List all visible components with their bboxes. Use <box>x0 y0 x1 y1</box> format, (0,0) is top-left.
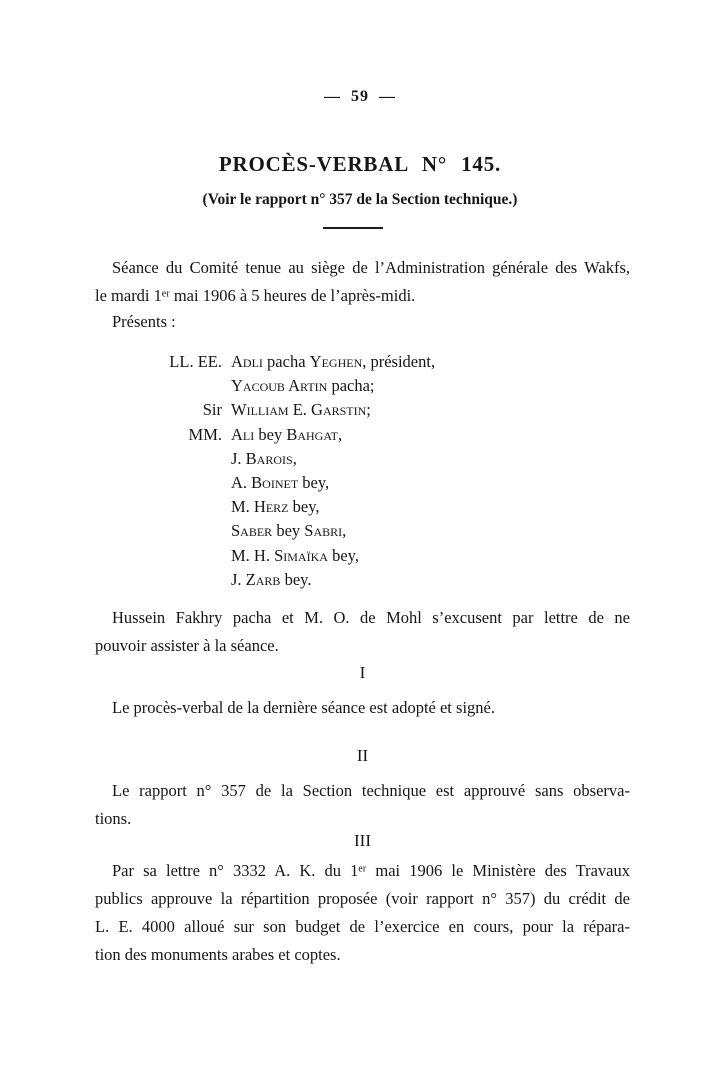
attendee-name <box>231 398 371 422</box>
name-smallcaps-segment: Sabri <box>304 521 343 541</box>
text-line: Par sa lettre n° 3332 A. K. du 1ᵉʳ mai 1906 le Ministère des Travaux <box>112 861 630 880</box>
name-smallcaps-segment: Zarb <box>245 569 281 589</box>
attendee-name <box>231 544 359 568</box>
name-text-segment: J. <box>231 569 246 589</box>
section-heading-2: II <box>356 746 369 765</box>
name-text-segment: pacha; <box>327 376 375 396</box>
section-paragraph-2 <box>95 777 630 833</box>
attendee-label: Sir <box>202 400 222 420</box>
attendee-name <box>231 495 320 519</box>
name-text-segment: bey <box>254 424 287 444</box>
section-paragraph-1 <box>95 694 630 722</box>
name-text-segment: A. <box>231 473 252 493</box>
name-text-segment: , <box>292 448 297 468</box>
attendee-label <box>157 544 222 568</box>
name-text-segment: , <box>338 424 343 444</box>
name-smallcaps-segment: Bahgat <box>286 424 338 444</box>
attendee-name <box>231 423 342 447</box>
name-text-segment: bey, <box>298 473 330 493</box>
text-line: pouvoir assister à la séance. <box>95 636 279 655</box>
attendee-name <box>231 519 346 543</box>
attendee-label <box>157 447 222 471</box>
attendee-row <box>157 350 435 374</box>
apologies-paragraph <box>95 604 630 660</box>
text-line: tions. <box>95 809 132 828</box>
name-smallcaps-segment: Saber <box>231 521 273 541</box>
attendee-label <box>157 495 222 519</box>
attendee-label <box>157 374 222 398</box>
name-text-segment: E. <box>288 400 312 420</box>
text-line: L. E. 4000 alloué sur son budget de l’exercice en cours, pour la répara- <box>95 917 630 936</box>
name-text-segment: J. <box>231 448 246 468</box>
session-intro-paragraph <box>95 254 630 310</box>
text-line: Hussein Fakhry pacha et M. O. de Mohl s’excusent par lettre de ne <box>112 608 630 627</box>
text-line: le mardi 1ᵉʳ mai 1906 à 5 heures de l’après-midi. <box>95 286 416 305</box>
attendees-list <box>157 350 435 592</box>
attendee-name <box>231 471 329 495</box>
attendee-label <box>157 519 222 543</box>
attendee-name <box>231 568 311 592</box>
section-paragraph-3 <box>95 857 630 969</box>
name-text-segment: M. H. <box>231 545 275 565</box>
page-number: — 59 — <box>324 88 396 105</box>
section-heading-3: III <box>354 831 371 850</box>
text-line: Séance du Comité tenue au siège de l’Administration générale des Wakfs, <box>112 258 630 277</box>
attendee-label <box>157 471 222 495</box>
attendee-row <box>157 544 435 568</box>
attendee-label: LL. EE. <box>169 352 222 371</box>
name-text-segment: ; <box>366 400 371 420</box>
attendee-row <box>157 398 435 422</box>
attendee-row <box>157 519 435 543</box>
name-smallcaps-segment: Garstin <box>311 400 367 420</box>
name-smallcaps-segment: Boinet <box>251 473 299 493</box>
name-smallcaps-segment: William <box>231 400 289 420</box>
name-text-segment: bey, <box>288 497 320 517</box>
name-text-segment: , président, <box>362 352 436 371</box>
attendee-label: MM. <box>188 424 222 444</box>
name-text-segment: , <box>342 521 347 541</box>
name-text-segment: bey, <box>327 545 359 565</box>
text-line: tion des monuments arabes et coptes. <box>95 945 341 964</box>
text-line: publics approuve la répartition proposée (voir rapport n° 357) du crédit de <box>95 889 630 908</box>
name-smallcaps-segment: Herz <box>253 497 289 517</box>
attendee-row <box>157 447 435 471</box>
name-smallcaps-segment: Yacoub Artin <box>231 376 328 396</box>
name-smallcaps-segment: Simaïka <box>274 545 328 565</box>
document-subtitle: (Voir le rapport n° 357 de la Section technique.) <box>202 191 518 208</box>
name-smallcaps-segment: Yeghen <box>309 352 363 371</box>
name-text-segment: M. <box>231 497 254 517</box>
name-smallcaps-segment: Adli <box>231 352 263 371</box>
text-line: Le procès-verbal de la dernière séance est adopté et signé. <box>112 698 495 717</box>
attendee-name <box>231 350 435 374</box>
attendee-row <box>157 374 435 398</box>
attendee-row <box>157 471 435 495</box>
name-text-segment: bey. <box>280 569 312 589</box>
document-title: PROCÈS-VERBAL N° 145. <box>218 152 502 176</box>
horizontal-divider <box>323 227 383 229</box>
name-smallcaps-segment: Barois <box>245 448 293 468</box>
attendee-label <box>157 568 222 592</box>
attendee-name <box>231 447 297 471</box>
name-text-segment: pacha <box>262 352 310 371</box>
text-line: Le rapport n° 357 de la Section technique est approuvé sans observa- <box>112 781 630 800</box>
attendee-row <box>157 423 435 447</box>
section-heading-1: I <box>359 663 366 682</box>
attendee-row <box>157 568 435 592</box>
attendee-row <box>157 495 435 519</box>
name-text-segment: bey <box>272 521 305 541</box>
attendee-name <box>231 374 375 398</box>
presents-label: Présents : <box>112 312 176 331</box>
name-smallcaps-segment: Ali <box>231 424 255 444</box>
